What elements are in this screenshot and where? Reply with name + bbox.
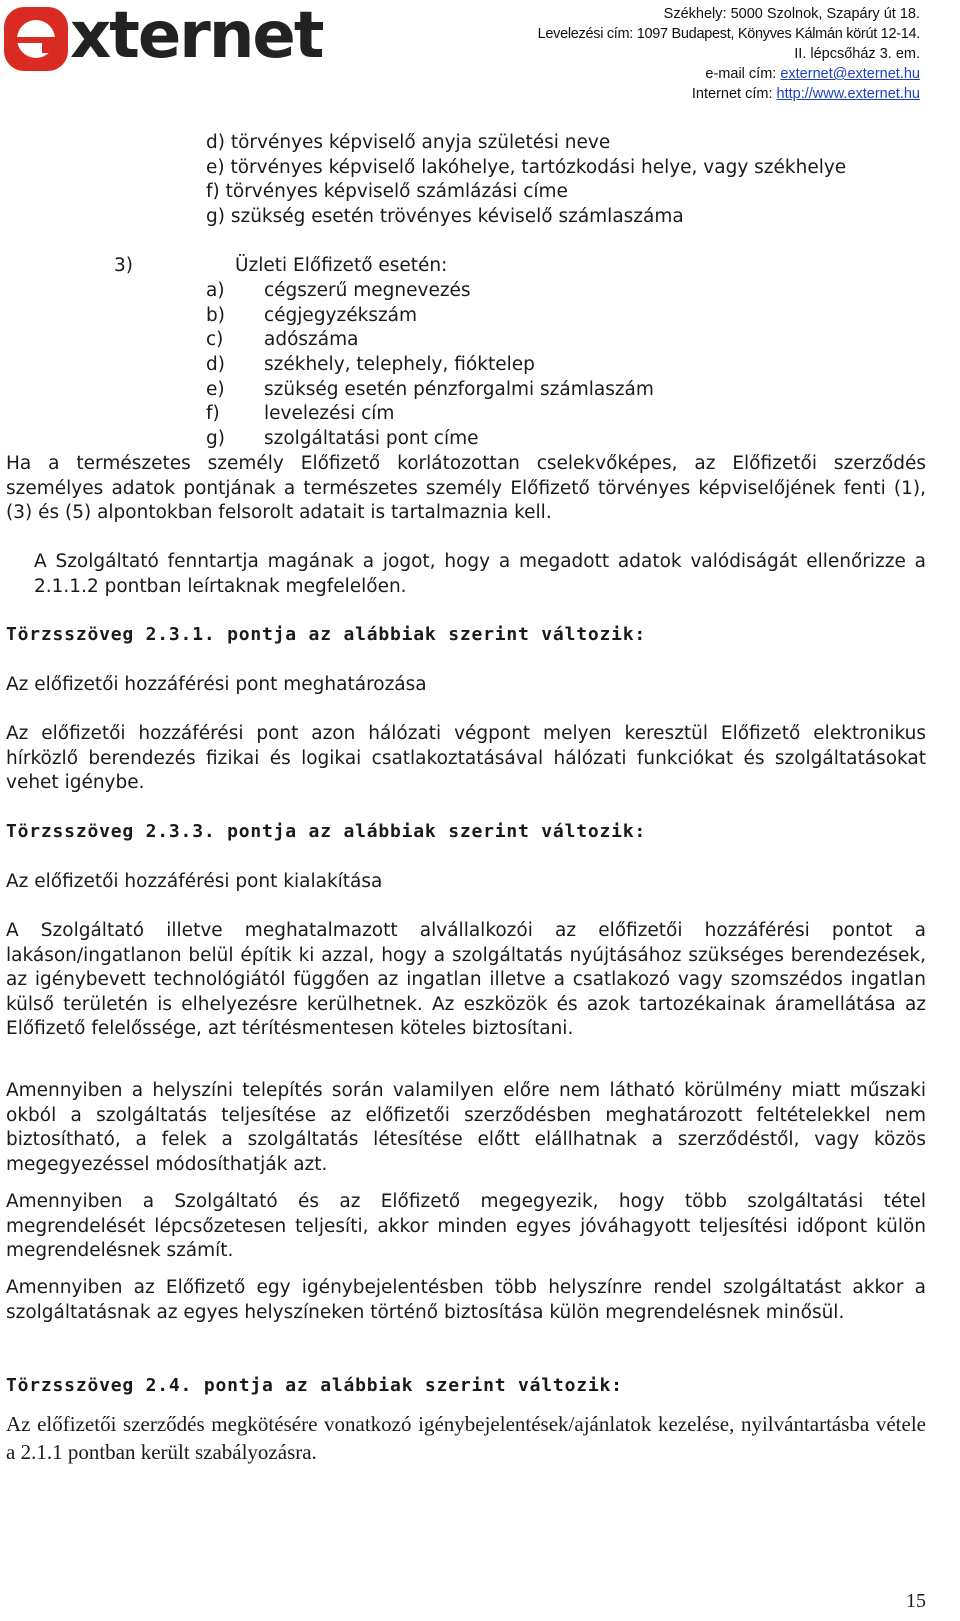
heading-2-3-1: Törzsszöveg 2.3.1. pontja az alábbiak szerint változik: [6,624,647,645]
paragraph-access-point-definition: Az előfizetői hozzáférési pont azon hálózati végpont melyen keresztül Előfizető elektronikus hírközlő berendezés fizikai és logikai csatlakoztatásával hálózati funkciókat és szolgáltatásokat vehet igénybe. [6,723,926,794]
web-line [538,84,920,104]
address-line-mail: Levelezési cím: 1097 Budapest, Könyves Kálmán körút 12-14. [537,26,920,42]
company-address [538,4,920,104]
email-label: e-mail cím: [705,66,781,82]
email-line [538,64,920,84]
list-item-g: g) szükség esetén trövényes kéviselő számlaszáma [206,206,684,227]
item-letter: c) [206,329,224,350]
subtitle-access-point-definition: Az előfizetői hozzáférési pont meghatározása [6,674,427,695]
item-text: szükség esetén pénzforgalmi számlaszám [264,379,654,400]
business-item-f [206,402,394,426]
heading-2-3-3: Törzsszöveg 2.3.3. pontja az alábbiak szerint változik: [6,821,647,842]
paragraph-minor-subscriber: Ha a természetes személy Előfizető korlátozottan cselekvőképes, az Előfizetői szerződés személyes adatok pontjának a természetes személy Előfizető törvényes képviselőjének fenti (1), (3) és (5) alpontokban felsorolt adatait is tartalmaznia kell. [6,453,926,524]
section-number: 3) [114,255,133,276]
item-letter: f) [206,403,220,424]
item-text: székhely, telephely, fióktelep [264,354,535,375]
list-item-f: f) törvényes képviselő számlázási címe [206,181,568,202]
company-logo [4,0,323,73]
list-item-d: d) törvényes képviselő anyja születési neve [206,132,611,153]
business-item-g [206,427,479,451]
list-item-e: e) törvényes képviselő lakóhelye, tartózkodási helye, vagy székhelye [206,157,847,178]
section-title: Üzleti Előfizető esetén: [235,255,448,276]
subtitle-access-point-setup: Az előfizetői hozzáférési pont kialakítása [6,871,383,892]
page-number: 15 [906,1590,926,1612]
item-letter: d) [206,354,225,375]
logo-e-mark [4,7,68,71]
business-item-d [206,353,535,377]
item-letter: e) [206,379,225,400]
item-text: adószáma [264,329,359,350]
business-item-a [206,279,471,303]
business-item-e [206,378,654,402]
item-text: cégjegyzékszám [264,305,418,326]
web-link[interactable]: http://www.externet.hu [776,86,920,102]
paragraph-contract-requests: Az előfizetői szerződés megkötésére vonatkozó igénybejelentések/ajánlatok kezelése, nyilvántartásba vétele a 2.1.1 pontban került szabályozásra. [6,1412,926,1464]
item-letter: a) [206,280,225,301]
paragraph-staged-fulfilment: Amennyiben a Szolgáltató és az Előfizető megegyezik, hogy több szolgáltatási tétel megrendelését lépcsőzetesen teljesíti, akkor minden egyes jóváhagyott teljesítési időpont külön megrendelésnek számít. [6,1191,926,1262]
item-letter: g) [206,428,225,449]
business-item-c [206,328,358,352]
paragraph-access-point-setup: A Szolgáltató illetve meghatalmazott alvállalkozói az előfizetői hozzáférési pontot a lakáson/ingatlanon belül építik ki azzal, hogy a szolgáltatás nyújtásához szükséges berendezések, az igénybevett technológiától függően az ingatlan illetve a csatlakozó vagy szomszédos ingatlan külső területén is elhelyezésre kerülhetnek. Az eszközök és azok tartozékainak áramellátása az Előfizető felelőssége, azt térítésmentesen köteles biztosítani. [6,920,926,1040]
business-item-b [206,304,417,328]
paragraph-multiple-sites: Amennyiben az Előfizető egy igénybejelentésben több helyszínre rendel szolgáltatást akkor a szolgáltatásnak az egyes helyszíneken történő biztosítása külön megrendelésnek minősül. [6,1277,926,1323]
item-text: szolgáltatási pont címe [264,428,479,449]
item-letter: b) [206,305,225,326]
heading-2-4: Törzsszöveg 2.4. pontja az alábbiak szerint változik: [6,1375,623,1396]
item-text: cégszerű megnevezés [264,280,471,301]
item-text: levelezési cím [264,403,395,424]
web-label: Internet cím: [691,86,777,102]
address-line-seat: Székhely: 5000 Szolnok, Szapáry út 18. [663,6,920,22]
email-link[interactable]: externet@externet.hu [780,66,920,82]
address-line-floor: II. lépcsőház 3. em. [794,46,920,62]
paragraph-onsite-installation: Amennyiben a helyszíni telepítés során valamilyen előre nem látható körülmény miatt műszaki okból a szolgáltatás teljesítése az előfizetői szerződésben meghatározott feltételekkel nem biztosítható, a felek a szolgáltatás létesítése előtt elállhatnak a szerződéstől, vagy közös megegyezéssel módosíthatják azt. [6,1080,926,1175]
paragraph-verification: A Szolgáltató fenntartja magának a jogot, hogy a megadott adatok valódiságát ellenőrizze a 2.1.1.2 pontban leírtaknak megfelelően. [34,551,926,597]
logo-wordmark: xternet [70,0,323,73]
